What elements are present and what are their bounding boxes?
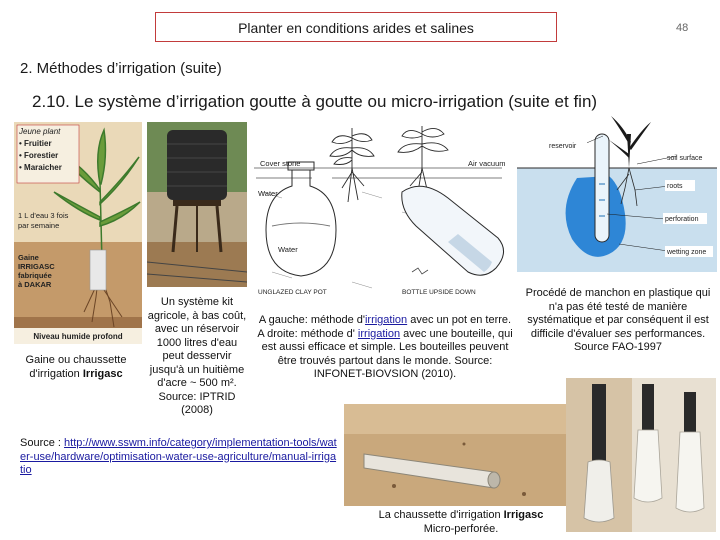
fig3-label-4: UNGLAZED CLAY POT: [258, 289, 327, 296]
fig1-label-8: fabriquée: [18, 271, 52, 280]
fig4-label-1: soil surface: [667, 155, 703, 162]
fig1-label-2: • Forestier: [19, 151, 59, 160]
fig1-label-0: Jeune plant: [19, 127, 61, 136]
irrigasc-sock-photo-middle: [566, 378, 632, 532]
fig3-irrigation-link-1[interactable]: irrigation: [364, 314, 408, 326]
fig3-label-0: Cover stone: [260, 159, 301, 168]
fig2-caption: Un système kit agricole, à bas coût, avec un réservoir 1000 litres d'eau peut desservir jusqu'à un huitième d'acre ~ 500 m². Source: IPTRID (2008): [147, 296, 247, 416]
fig1-label-6: Gaine: [18, 253, 39, 262]
fig4-label-3: perforation: [665, 216, 699, 223]
subsection-title: 2.10. Le système d’irrigation goutte à goutte ou micro-irrigation (suite et fin): [32, 92, 598, 111]
fig4-label-4: wetting zone: [667, 249, 707, 256]
fig3-label-1: Water: [258, 189, 278, 198]
irrigasc-sock-photo-right: [632, 378, 716, 532]
source-link[interactable]: http://www.sswm.info/category/implementation-tools/water-use/hardware/optimisation-water-use-agriculture/manual-irrigatio: [20, 437, 337, 476]
fig3-caption-part1: A gauche: méthode d': [258, 314, 365, 326]
fig1-label-4: 1 L d'eau 3 fois: [18, 211, 69, 220]
fig5-caption-line2: Micro-perforée.: [423, 522, 499, 535]
fig5-caption: [356, 509, 566, 536]
fig4-label-2: roots: [667, 183, 683, 190]
source-prefix: Source :: [20, 437, 65, 449]
fig1-label-7: IRRIGASC: [18, 262, 55, 271]
fig3-label-2: Air vacuum: [468, 159, 506, 168]
water-tank-photo: [147, 122, 247, 287]
fig4-caption-part2: performances. Source FAO-1997: [573, 327, 706, 353]
fig1-caption-bold: Irrigasc: [82, 367, 123, 380]
fig1-caption: [14, 354, 138, 381]
fig1-label-5: par semaine: [18, 221, 60, 230]
clay-pot-bottle-drawing: [252, 122, 514, 300]
fig3-caption-part3: avec une bouteille, qui est aussi efficace et simple. Les bouteilles peuvent être trouvés partout dans le monde. Source: INFONET-BIOVSION (2010).: [261, 327, 513, 380]
fig1-label-9: à DAKAR: [18, 280, 52, 289]
fig4-caption-italic: ses: [614, 327, 632, 340]
irrigasc-sock-photo-left: [344, 404, 566, 506]
fig1-label-3: • Maraicher: [19, 163, 62, 172]
slide-title: Planter en conditions arides et salines: [238, 20, 474, 36]
irrigasc-plant-photo: [14, 122, 142, 344]
fig4-label-0: reservoir: [549, 143, 577, 150]
slide-header: [155, 12, 557, 42]
fig4-caption-part1: Procédé de manchon en plastique qui n'a pas été testé de manière systématique et par conséquent il est difficile d'évaluer: [525, 287, 711, 340]
fig5-caption-prefix: La chaussette d'irrigation: [378, 509, 504, 521]
plastic-sleeve-diagram: [517, 114, 717, 272]
fig1-label-1: • Fruitier: [19, 139, 52, 148]
fig1-caption-text: Gaine ou chaussette d'irrigation: [25, 354, 127, 380]
section-title: 2. Méthodes d’irrigation (suite): [20, 60, 222, 77]
fig3-caption: [256, 314, 514, 382]
source-block: [20, 437, 338, 478]
fig1-label-10: Niveau humide profond: [33, 332, 123, 341]
fig5-caption-bold: Irrigasc: [503, 509, 544, 521]
fig3-caption-part2: avec un pot en terre. A droite: méthode d': [257, 314, 512, 340]
fig3-label-5: BOTTLE UPSIDE DOWN: [402, 289, 476, 296]
page-number: 48: [676, 22, 689, 34]
fig4-caption: [520, 287, 716, 355]
fig3-label-3: Water: [278, 245, 298, 254]
fig3-irrigation-link-2[interactable]: irrigation: [357, 327, 401, 340]
